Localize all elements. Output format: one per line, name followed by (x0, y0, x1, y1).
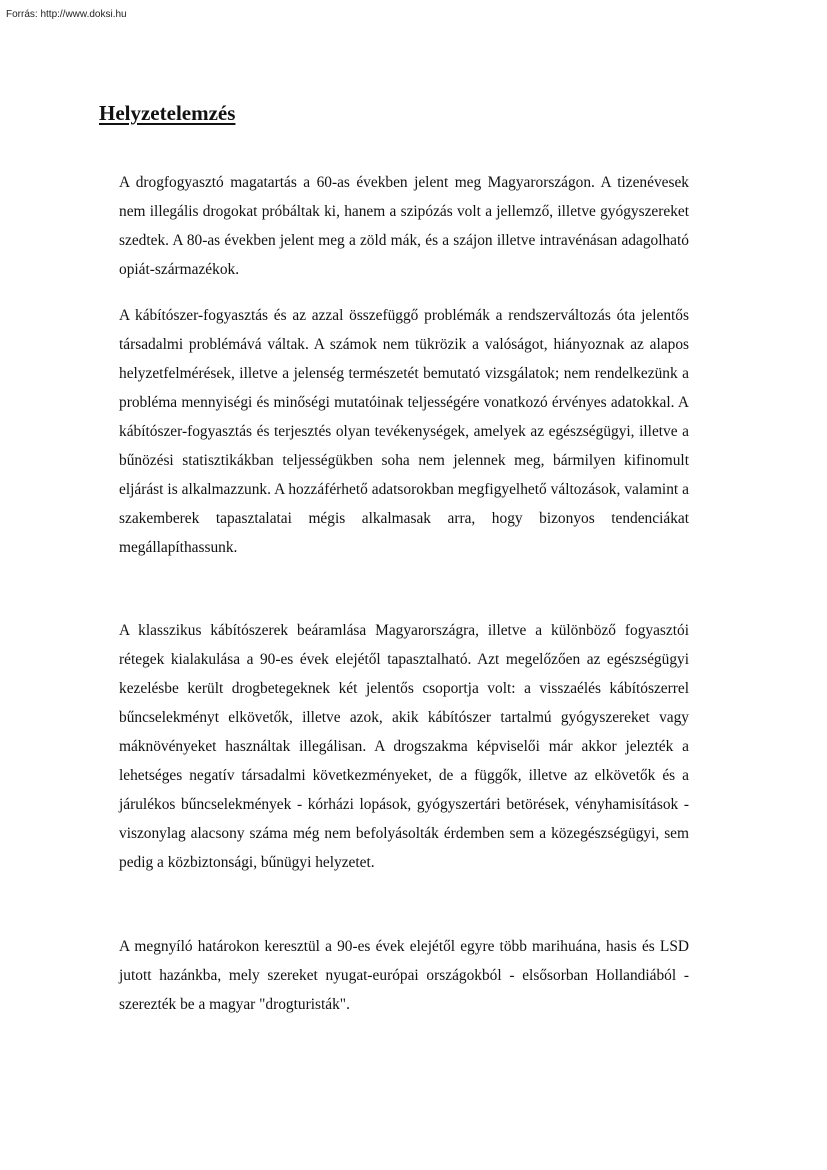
paragraph-problem: A kábítószer-fogyasztás és az azzal összefüggő problémák a rendszerváltozás óta jelentős társadalmi problémává váltak. A számok nem tükrözik a valóságot, hiányoznak az alapos helyzetfelmérések, illetve a jelenség természetét bemutató vizsgálatok; nem rendelkezünk a probléma mennyiségi és minőségi mutatóinak teljességére vonatkozó érvényes adatokkal. A kábítószer-fogyasztás és terjesztés olyan tevékenységek, amelyek az egészségügyi, illetve a bűnözési statisztikákban teljességükben soha nem jelennek meg, bármilyen kifinomult eljárást is alkalmazzunk. A hozzáférhető adatsorokban megfigyelhető változások, valamint a szakemberek tapasztalatai mégis alkalmasak arra, hogy bizonyos tendenciákat megállapíthassunk. (119, 307, 689, 556)
page-title: Helyzetelemzés (99, 101, 236, 125)
paragraph-borders: A megnyíló határokon keresztül a 90-es évek elejétől egyre több marihuána, hasis és LSD jutott hazánkba, mely szereket nyugat-európai országokból - elsősorban Hollandiából - szerezték be a magyar "drogturisták". (119, 938, 689, 1013)
source-label: Forrás: http://www.doksi.hu (6, 9, 127, 20)
paragraph-intro: A drogfogyasztó magatartás a 60-as években jelent meg Magyarországon. A tizenévesek nem illegális drogokat próbáltak ki, hanem a szipózás volt a jellemző, illetve gyógyszereket szedtek. A 80-as években jelent meg a zöld mák, és a szájon illetve intravénásan adagolható opiát-származékok. (119, 174, 689, 278)
paragraph-history: A klasszikus kábítószerek beáramlása Magyarországra, illetve a különböző fogyasztói rétegek kialakulása a 90-es évek elejétől tapasztalható. Azt megelőzően az egészségügyi kezelésbe került drogbetegeknek két jelentős csoportja volt: a visszaélés kábítószerrel bűncselekményt elkövetők, illetve azok, akik kábítószer tartalmú gyógyszereket vagy máknövényeket használtak illegálisan. A drogszakma képviselői már akkor jelezték a lehetséges negatív társadalmi következményeket, de a függők, illetve az elkövetők és a járulékos bűncselekmények - kórházi lopások, gyógyszertári betörések, vényhamisítások - viszonylag alacsony száma még nem befolyásolták érdemben sem a közegészségügyi, sem pedig a közbiztonsági, bűnügyi helyzetet. (119, 622, 689, 871)
